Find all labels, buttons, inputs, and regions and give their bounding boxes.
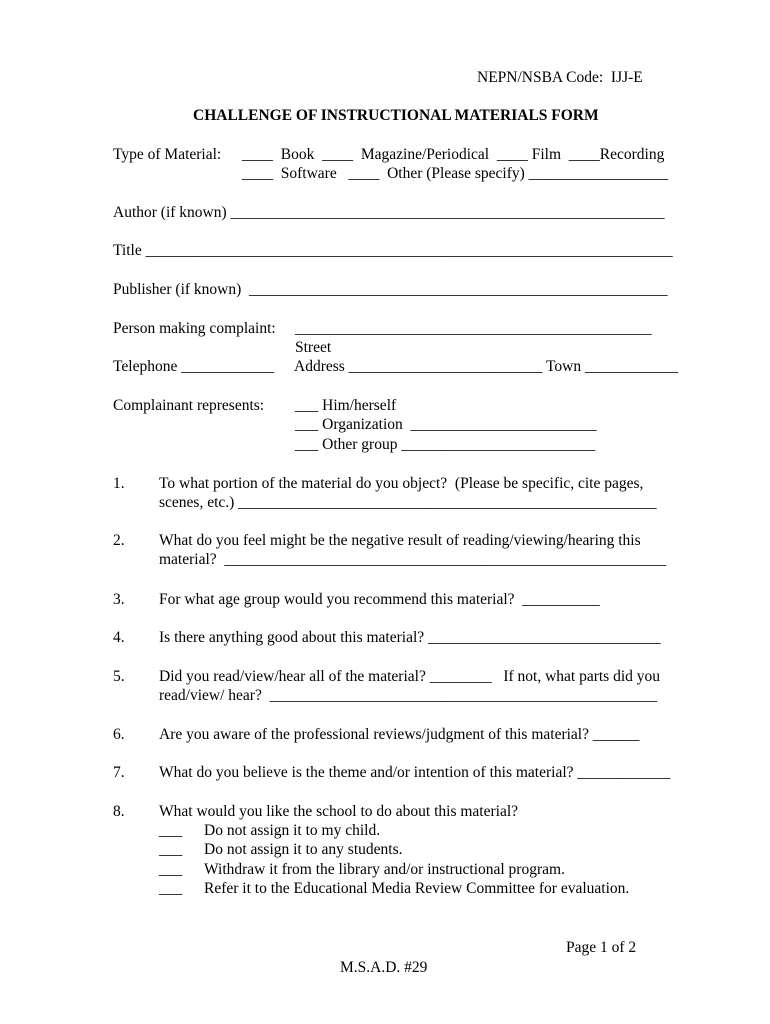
q8-option-blank[interactable]: ___ bbox=[159, 880, 183, 897]
type-of-material-options-row2[interactable]: ____ Software ____ Other (Please specify) __________________ bbox=[242, 165, 669, 182]
form-title: CHALLENGE OF INSTRUCTIONAL MATERIALS FORM bbox=[193, 107, 599, 124]
district-footer: M.S.A.D. #29 bbox=[340, 959, 428, 976]
complainant-represents-label: Complainant represents: bbox=[113, 397, 265, 414]
represents-option-organization[interactable]: ___ Organization ________________________ bbox=[295, 416, 597, 433]
question-2-text: What do you feel might be the negative result of reading/viewing/hearing this bbox=[159, 532, 641, 549]
author-field[interactable]: Author (if known) ________________________________________________________ bbox=[113, 204, 665, 221]
q8-option-withdraw: Withdraw it from the library and/or instructional program. bbox=[204, 861, 565, 878]
person-making-complaint-label: Person making complaint: bbox=[113, 320, 276, 337]
q8-option-blank[interactable]: ___ bbox=[159, 861, 183, 878]
represents-option-other-group[interactable]: ___ Other group _________________________ bbox=[295, 436, 596, 453]
question-number: 8. bbox=[113, 803, 125, 820]
question-2-answer-line[interactable]: material? _________________________________________________________ bbox=[159, 551, 667, 568]
q8-option-any-students: Do not assign it to any students. bbox=[204, 841, 403, 858]
represents-option-himself[interactable]: ___ Him/herself bbox=[295, 397, 397, 414]
question-1-answer-line[interactable]: scenes, etc.) ______________________________________________________ bbox=[159, 494, 657, 511]
question-7-text[interactable]: What do you believe is the theme and/or intention of this material? ____________ bbox=[159, 764, 671, 781]
question-number: 7. bbox=[113, 764, 125, 781]
question-number: 4. bbox=[113, 629, 125, 646]
code-label: NEPN/NSBA Code: IJJ-E bbox=[477, 69, 643, 86]
question-number: 5. bbox=[113, 668, 125, 685]
question-3-text[interactable]: For what age group would you recommend this material? __________ bbox=[159, 591, 600, 608]
question-5-text[interactable]: Did you read/view/hear all of the material? ________ If not, what parts did you bbox=[159, 668, 661, 685]
question-8-text: What would you like the school to do about this material? bbox=[159, 803, 519, 820]
q8-option-blank[interactable]: ___ bbox=[159, 822, 183, 839]
question-number: 6. bbox=[113, 726, 125, 743]
q8-option-blank[interactable]: ___ bbox=[159, 841, 183, 858]
title-field[interactable]: Title ____________________________________________________________________ bbox=[113, 242, 673, 259]
question-6-text[interactable]: Are you aware of the professional reviews/judgment of this material? ______ bbox=[159, 726, 640, 743]
type-of-material-label: Type of Material: bbox=[113, 146, 222, 163]
type-of-material-options-row1[interactable]: ____ Book ____ Magazine/Periodical ____ Film ____Recording bbox=[242, 146, 665, 163]
q8-option-refer-committee: Refer it to the Educational Media Review Committee for evaluation. bbox=[204, 880, 630, 897]
page-number: Page 1 of 2 bbox=[566, 939, 637, 956]
question-number: 1. bbox=[113, 475, 125, 492]
street-label: Street bbox=[295, 339, 332, 356]
question-1-text: To what portion of the material do you object? (Please be specific, cite pages, bbox=[159, 475, 644, 492]
person-making-complaint-field[interactable]: ______________________________________________ bbox=[295, 320, 652, 337]
question-number: 3. bbox=[113, 591, 125, 608]
publisher-field[interactable]: Publisher (if known) ______________________________________________________ bbox=[113, 281, 668, 298]
question-4-text[interactable]: Is there anything good about this material? ______________________________ bbox=[159, 629, 661, 646]
question-5-answer-line[interactable]: read/view/ hear? __________________________________________________ bbox=[159, 687, 658, 704]
address-town-field[interactable]: Address _________________________ Town ____________ bbox=[294, 358, 678, 375]
q8-option-my-child: Do not assign it to my child. bbox=[204, 822, 381, 839]
question-number: 2. bbox=[113, 532, 125, 549]
telephone-field[interactable]: Telephone ____________ bbox=[113, 358, 275, 375]
